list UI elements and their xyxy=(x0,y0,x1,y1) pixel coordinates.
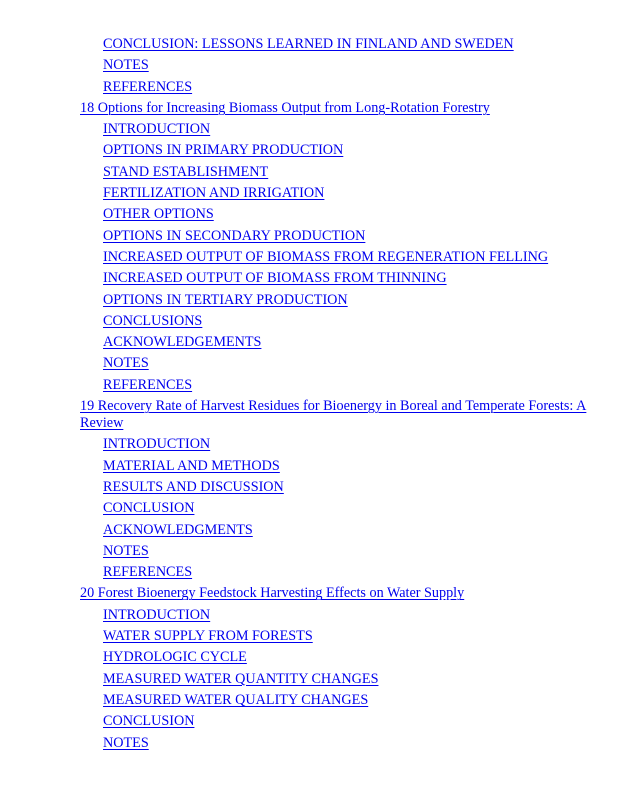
toc-section-link[interactable]: CONCLUSION xyxy=(103,500,195,517)
toc-chapter-link[interactable]: 20 Forest Bioenergy Feedstock Harvesting Effects on Water Supply xyxy=(80,585,465,602)
toc-section-link[interactable]: INTRODUCTION xyxy=(103,436,211,453)
toc-section-link[interactable]: INTRODUCTION xyxy=(103,121,211,138)
toc-section-link[interactable]: REFERENCES xyxy=(103,376,193,393)
toc-section-link[interactable]: NOTES xyxy=(103,57,149,74)
toc-section-link[interactable]: WATER SUPPLY FROM FORESTS xyxy=(103,628,313,645)
toc-section-link[interactable]: REFERENCES xyxy=(103,564,193,581)
toc-section-link[interactable]: INCREASED OUTPUT OF BIOMASS FROM THINNING xyxy=(103,270,447,287)
toc-section-link[interactable]: CONCLUSION: LESSONS LEARNED IN FINLAND AND SWEDEN xyxy=(103,36,514,52)
toc-section-link[interactable]: CONCLUSION xyxy=(103,713,195,730)
toc-section-link[interactable]: NOTES xyxy=(103,542,149,559)
toc-chapter-link[interactable]: 18 Options for Increasing Biomass Output from Long-Rotation Forestry xyxy=(80,99,490,116)
toc-section-link[interactable]: STAND ESTABLISHMENT xyxy=(103,163,269,180)
toc-section-link[interactable]: HYDROLOGIC CYCLE xyxy=(103,649,247,666)
toc-section-link[interactable]: INTRODUCTION xyxy=(103,606,211,623)
toc-section-link[interactable]: OTHER OPTIONS xyxy=(103,206,214,223)
toc-section-link[interactable]: FERTILIZATION AND IRRIGATION xyxy=(103,185,325,202)
toc-section-link[interactable]: ACKNOWLEDGEMENTS xyxy=(103,334,262,351)
toc-section-link[interactable]: OPTIONS IN TERTIARY PRODUCTION xyxy=(103,291,348,308)
toc-section-link[interactable]: MATERIAL AND METHODS xyxy=(103,457,280,474)
toc-section-link[interactable]: INCREASED OUTPUT OF BIOMASS FROM REGENERATION FELLING xyxy=(103,248,549,265)
toc-section-link[interactable]: RESULTS AND DISCUSSION xyxy=(103,478,284,495)
toc-section-link[interactable]: OPTIONS IN PRIMARY PRODUCTION xyxy=(103,142,344,159)
table-of-contents xyxy=(0,36,617,756)
toc-section-link[interactable]: MEASURED WATER QUANTITY CHANGES xyxy=(103,670,379,687)
toc-section-link[interactable]: OPTIONS IN SECONDARY PRODUCTION xyxy=(103,227,366,244)
toc-section-link[interactable]: NOTES xyxy=(103,734,149,751)
toc-chapter-link[interactable]: 19 Recovery Rate of Harvest Residues for Bioenergy in Boreal and Temperate Forests: A Review xyxy=(80,398,587,432)
toc-section-link[interactable]: MEASURED WATER QUALITY CHANGES xyxy=(103,691,369,708)
toc-section-link[interactable]: ACKNOWLEDGMENTS xyxy=(103,521,253,538)
toc-section-link[interactable]: CONCLUSIONS xyxy=(103,312,203,329)
toc-section-link[interactable]: NOTES xyxy=(103,355,149,372)
toc-section-link[interactable]: REFERENCES xyxy=(103,78,193,95)
